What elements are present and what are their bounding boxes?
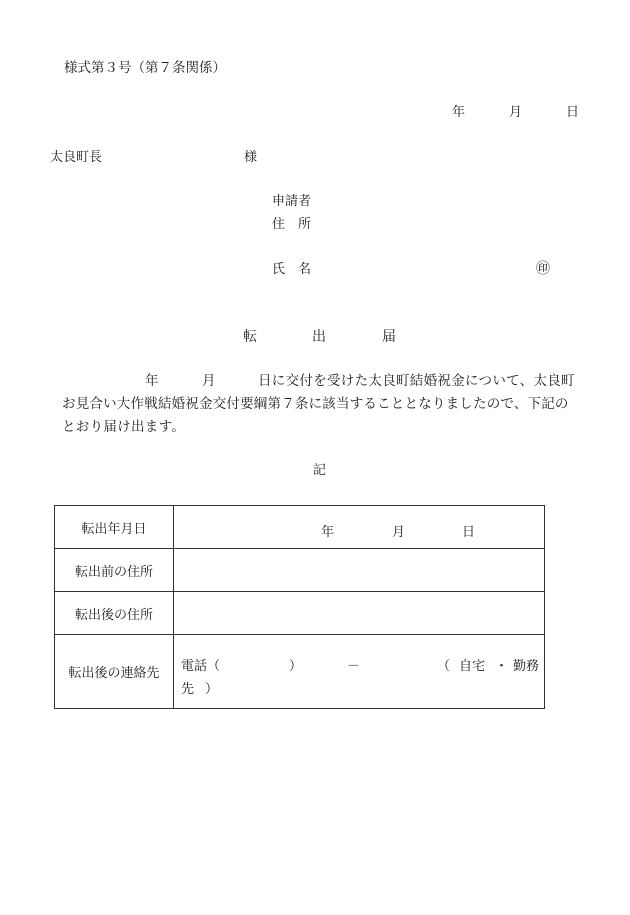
body-line3: とおり届け出ます。 [62,419,186,435]
row-label-new-address: 転出後の住所 [55,592,174,635]
new-address-field[interactable] [174,592,545,635]
transfer-date-day: 日 [462,525,476,540]
applicant-name-label: 氏 名 [272,262,312,277]
form-number: 様式第３号（第７条関係） [64,60,226,76]
body-line1-text: 日に交付を受けた太良町結婚祝金について、太良町 [258,373,575,389]
contact-type-close: ） [205,682,219,697]
contact-type-home: 自宅 [459,659,486,674]
ki-label: 記 [313,463,327,478]
contact-type-work-cont: 先 [181,682,195,697]
row-label-contact: 転出後の連絡先 [55,635,174,709]
body-month: 月 [202,373,216,389]
table-row [55,549,545,592]
title-char-1: 転 [243,329,257,345]
contact-type-separator: ・ [495,659,509,674]
transfer-date-field[interactable] [174,506,545,549]
transfer-date-month: 月 [392,525,406,540]
contact-field[interactable] [174,635,545,709]
addressee-honorific: 様 [244,150,258,165]
title-char-2: 出 [312,329,326,345]
contact-type-open: （ [437,659,451,674]
addressee-name: 太良町長 [50,150,103,165]
table-row [55,592,545,635]
contact-type-work: 勤務 [513,659,540,674]
title-char-3: 届 [382,329,396,345]
body-line2: お見合い大作戦結婚祝金交付要綱第７条に該当することとなりましたので、下記の [62,396,569,412]
phone-dash: － [347,659,361,674]
applicant-address-label: 住 所 [272,217,312,232]
body-year: 年 [145,373,159,389]
transfer-form-table [54,505,545,709]
row-label-transfer-date: 転出年月日 [55,506,174,549]
date-month-label: 月 [509,105,523,120]
table-row [55,635,545,709]
applicant-heading: 申請者 [272,194,312,209]
phone-paren-close: ） [289,659,303,674]
date-day-label: 日 [566,105,580,120]
date-year-label: 年 [452,105,466,120]
seal-mark: ㊞ [536,261,550,277]
transfer-date-year: 年 [321,525,335,540]
row-label-previous-address: 転出前の住所 [55,549,174,592]
table-row [55,506,545,549]
previous-address-field[interactable] [174,549,545,592]
phone-label: 電話（ [181,659,221,674]
